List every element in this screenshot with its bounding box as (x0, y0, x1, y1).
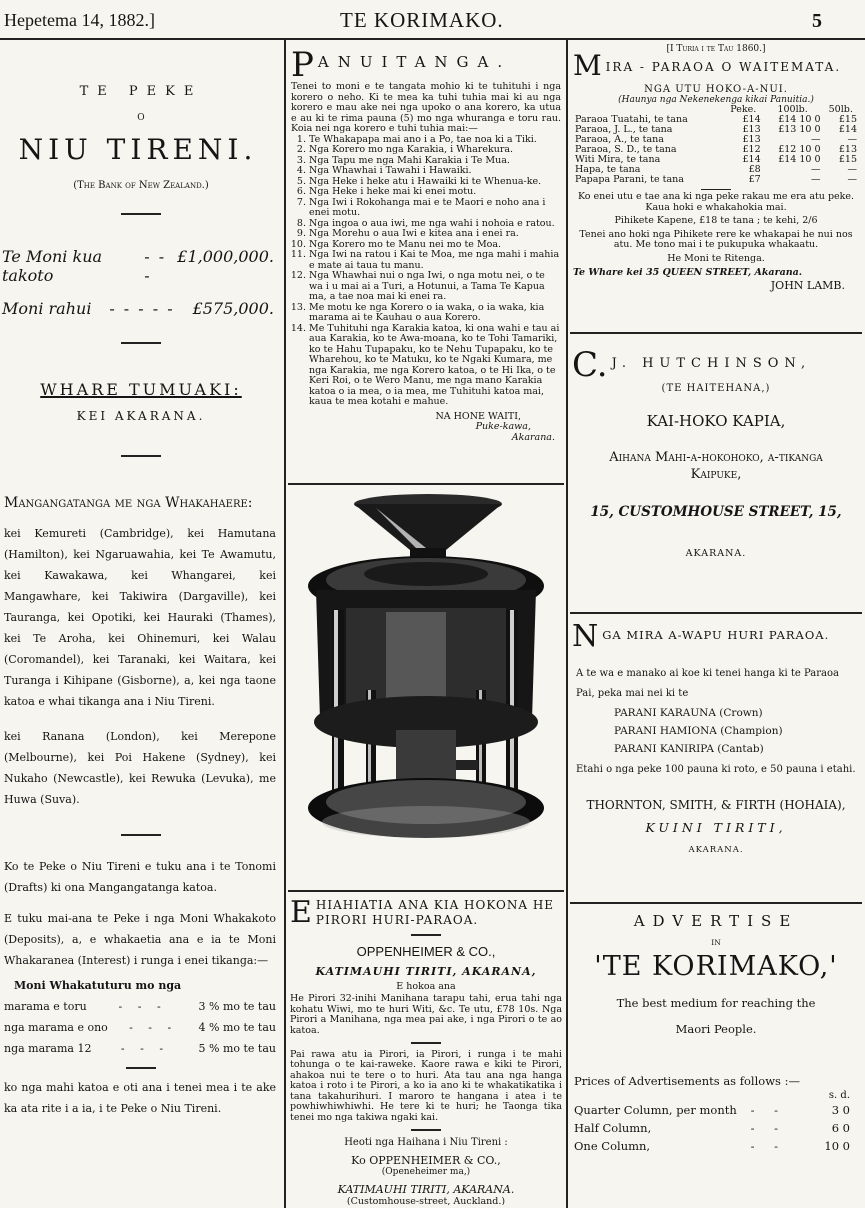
price-table (573, 105, 859, 185)
mill-street: KATIMAUHI TIRITI, AKARANA, (315, 964, 537, 978)
rate-row: nga marama 12 - - - 5 % mo te tau (4, 1038, 276, 1059)
capital-value: £1,000,000. (177, 247, 274, 266)
panuitanga-intro: Tenei to moni e te tangata mohio ki te tuhituhi i nga korero o neho. Ki te mea ka tuhi tuhia mai ki au nga korero e mau ake nei nga upoko o ana korero, ka utua e au ki te rima pauna (5) mo nga whuranga e toru rau. Koia nei nga korero e tuhi tuhia mai:— (291, 81, 561, 134)
table-cell: £13 (742, 124, 761, 135)
rates-list (0, 996, 282, 1059)
rate-price: 6 0 (831, 1121, 850, 1135)
masthead-title: TE KORIMAKO. (340, 8, 504, 32)
mill-sold: E hokoa ana (396, 980, 456, 992)
brand-list (572, 704, 860, 758)
list-item: 1. Te Whakapapa mai ano i a Po, tae noa ki a Tiki. (309, 135, 561, 146)
table-cell: £13 (838, 144, 857, 155)
drop-cap: P (291, 50, 314, 80)
table-cell: £14 (838, 124, 857, 135)
panuitanga-notice (288, 50, 564, 443)
advertise-title: ADVERTISE (633, 912, 799, 930)
brand-item: PARANI KANIRIPA (Cantab) (614, 743, 764, 755)
hutchinson-maori: (TE HAITEHANA,) (661, 383, 771, 394)
rate-term: nga marama 12 (4, 1042, 92, 1055)
list-item: 12. Nga Whawhai nui o nga Iwi, o nga motu nei, o te wa i u mai ai a Turi, a Hotunui, a Tama Te Kapua ma, a tae noa mai ki enei ra. (309, 271, 561, 303)
leader-dots: - - (750, 1121, 786, 1135)
drop-cap: C. (572, 350, 608, 385)
signature: NA HONE WAITI, (435, 410, 521, 422)
table-cell: £15 (838, 114, 857, 125)
hutchinson-city: AKARANA. (685, 548, 747, 559)
rate-label: Quarter Column, per month (574, 1103, 737, 1117)
table-cell: £14 10 0 (778, 114, 821, 125)
panuitanga-title: ANUITANGA. (317, 53, 512, 71)
table-cell: — (811, 164, 821, 175)
advertise-notice (572, 912, 860, 1155)
closing-text: ko nga mahi katoa e oti ana i tenei mea i te ake ka ata rite i a ia, i te Peke o Niu Tireni. (4, 1081, 276, 1115)
table-cell: — (847, 174, 857, 185)
mill-agent-english: (Customhouse-street, Auckland.) (346, 1195, 506, 1205)
rate-label: One Column, (574, 1139, 651, 1153)
rate-row: nga marama e ono - - - 4 % mo te tau (4, 1017, 276, 1038)
list-item: 11. Nga Iwi na ratou i Kai te Moa, me nga mahi i mahia e mate ai taua tu manu. (309, 250, 561, 271)
mill-agent-firm: Ko OPPENHEIMER & CO., (351, 1153, 501, 1167)
list-item: 2. Nga Korero mo nga Karakia, i Wharekura. (309, 145, 561, 156)
middle-column (288, 40, 564, 1205)
bank-advertisement (0, 40, 282, 1205)
panuitanga-items (291, 135, 561, 408)
capital-line: Te Moni kua takoto - - - £1,000,000. (2, 247, 274, 285)
table-cell: Hapa, te tana (575, 164, 641, 175)
rate-value: 5 % mo te tau (198, 1042, 276, 1055)
mill-agent-maori: (Openeheimer ma,) (381, 1166, 471, 1177)
table-cell: Paraoa Tuatahi, te tana (575, 114, 688, 125)
hutchinson-advertisement (572, 350, 860, 559)
section-rule (570, 612, 862, 614)
table-cell: Witi Mira, te tana (575, 154, 661, 165)
table-cell: Paraoa, J. L., te tana (575, 124, 673, 135)
table-cell: £8 (748, 164, 761, 175)
list-item: 6. Nga Heke i heke mai ki enei motu. (309, 187, 561, 198)
waitemata-note-3: Tenei ano hoki nga Pihikete rere ke whakapai he nui nos atu. Me tono mai i te pukupuka whakaatu. (579, 228, 853, 250)
divider (411, 1042, 441, 1044)
brand-item: PARANI KARAUNA (Crown) (614, 707, 763, 719)
rate-price: 3 0 (831, 1103, 850, 1117)
waitemata-owner: JOHN LAMB. (770, 278, 845, 292)
column-header: 50lb. (828, 104, 853, 115)
table-cell: £13 10 0 (778, 124, 821, 135)
waitemata-subtitle-2: (Haunya nga Nekenekenga kikai Panuitia.) (618, 95, 814, 105)
mill-agent-street: KATIMAUHI TIRITI, AKARANA. (337, 1182, 515, 1196)
table-cell: £7 (748, 174, 761, 185)
capital-label: Te Moni kua takoto (2, 247, 103, 285)
rate-value: 4 % mo te tau (198, 1021, 276, 1034)
waitemata-title: IRA - PARAOA O WAITEMATA. (605, 60, 842, 74)
list-item: 8. Nga ingoa o aua iwi, me nga wahi i nohoia e ratou. (309, 219, 561, 230)
place-2: Akarana. (511, 431, 555, 443)
waitemata-subtitle: NGA UTU HOKO-A-NUI. (644, 84, 788, 95)
section-rule (570, 332, 862, 334)
table-cell: Papapa Parani, te tana (575, 174, 684, 185)
hutchinson-role: KAI-HOKO KAPIA, (646, 412, 786, 430)
branches-abroad: kei Ranana (London), kei Merepone (Melbourne), kei Poi Hakene (Sydney), kei Nukaho (Newcastle), kei Rewuka (Levuka), me Huwa (Suva). (4, 730, 276, 806)
bank-name: NIU TIRENI. (18, 133, 258, 166)
divider (121, 342, 161, 344)
issue-date: Hepetema 14, 1882.] (4, 10, 155, 30)
advertise-in: IN (711, 938, 721, 947)
bank-heading-o: O (137, 113, 145, 123)
reserve-label: Moni rahui (2, 299, 92, 318)
mill-headline: HIAHIATIA ANA KIA HOKONA HE PIRORI HURI-PARAOA. (315, 898, 555, 927)
list-item: 3. Nga Tapu me nga Mahi Karakia i Te Mua. (309, 156, 561, 167)
branches-nz: kei Kemureti (Cambridge), kei Hamutana (Hamilton), kei Ngaruawahia, kei Te Awamutu, kei Kawakawa, kei Whangarei, kei Mangawhare, kei Takiwira (Dargaville), kei Tauranga, kei Opotiki, kei Hauraki (Thames), kei Te Aroha, kei Ohinemuri, kei Walau (Coromandel), kei Taranaki, kei Waitara, kei Turanga i Kihipane (Gisborne), a, kei nga taone katoa e whai tikanga ana i Niu Tireni. (4, 527, 276, 708)
flour-mill-illustration (306, 490, 546, 890)
mill-agents: Heoti nga Haihana i Niu Tireni : (344, 1136, 508, 1148)
divider (411, 934, 441, 936)
advertise-paper: 'TE KORIMAKO,' (594, 951, 838, 982)
rate-term: nga marama e ono (4, 1021, 108, 1034)
drop-cap: N (572, 624, 599, 650)
rate-row (572, 1137, 860, 1155)
rate-term: marama e toru (4, 1000, 87, 1013)
hutchinson-line-2: Kaipuke, (690, 467, 742, 482)
head-office-place: KEI AKARANA. (76, 409, 206, 423)
divider (701, 189, 731, 190)
table-cell: — (847, 164, 857, 175)
column-header: 100lb. (777, 104, 808, 115)
right-column (570, 40, 862, 1205)
leader-dots: - - (750, 1103, 786, 1117)
mira-awapu-city: AKARANA. (688, 845, 744, 855)
hutchinson-name: J. HUTCHINSON, (611, 356, 812, 371)
currency-header: s. d. (828, 1090, 850, 1101)
advertise-tagline-2: Maori People. (675, 1022, 757, 1036)
rate-row (572, 1101, 860, 1119)
table-cell: £15 (838, 154, 857, 165)
mira-awapu-title: GA MIRA A-WAPU HURI PARAOA. (602, 628, 830, 642)
reserve-line: Moni rahui - - - - - £575,000. (2, 299, 274, 318)
bank-english-name: (The Bank of New Zealand.) (73, 180, 209, 191)
deposits-text: E tuku mai-ana te Peke i nga Moni Whakakoto (Deposits), a, e whakaetia ana e ia te Moni Whakaranea (Interest) i runga i enei tikanga:— (4, 912, 276, 967)
table-cell: £14 (742, 114, 761, 125)
table-cell: £14 10 0 (778, 154, 821, 165)
hutchinson-line-1: Aihana Mahi-a-hokohoko, a-tikanga (609, 450, 823, 465)
section-rule (288, 890, 564, 892)
divider (121, 834, 161, 836)
table-cell: — (811, 134, 821, 145)
column-header: Peke. (730, 104, 757, 115)
waitemata-note-2: Pihikete Kapene, £18 te tana ; te kehi, 2/6 (614, 215, 818, 226)
list-item: 7. Nga Iwi i Rokohanga mai e te Maori e noho ana i enei motu. (309, 198, 561, 219)
reserve-value: £575,000. (192, 299, 274, 318)
table-cell: Paraoa, S. D., te tana (575, 144, 677, 155)
list-item: 13. Me motu ke nga Korero o ia waka, o ia waka, kia marama ai te Kauhau o aua Korero. (309, 303, 561, 324)
mill-firm: OPPENHEIMER & CO., (356, 943, 496, 959)
mira-awapu-advertisement (572, 624, 860, 855)
list-item: 10. Nga Korero mo te Manu nei mo te Moa. (309, 240, 561, 251)
mira-awapu-note: Etahi o nga peke 100 pauna ki roto, e 50 pauna i etahi. (576, 764, 856, 775)
mill-advertisement (290, 898, 562, 1205)
hutchinson-address: 15, CUSTOMHOUSE STREET, 15, (590, 504, 842, 520)
page-number: 5 (812, 10, 822, 32)
waitemata-established: [I Turia i te Tau 1860.] (666, 44, 766, 54)
brand-item: PARANI HAMIONA (Champion) (614, 725, 783, 737)
drop-cap: E (290, 898, 312, 928)
table-cell: £12 (742, 144, 761, 155)
divider (121, 455, 161, 457)
leader-dots: - - (750, 1139, 786, 1153)
mira-awapu-intro: A te wa e manako ai koe ki tenei hanga ki te Paraoa Pai, peka mai nei ki te (576, 668, 839, 699)
rate-label: Half Column, (574, 1121, 652, 1135)
divider (121, 213, 161, 215)
divider (126, 1067, 156, 1069)
table-cell: — (847, 134, 857, 145)
section-rule (288, 483, 564, 485)
place-1: Puke-kawa, (475, 421, 531, 432)
column-rule (284, 40, 286, 1208)
rate-row (572, 1119, 860, 1137)
waitemata-note-4: He Moni te Ritenga. (667, 252, 765, 264)
bank-heading-top: TE PEKE (79, 84, 203, 99)
fixed-deposit-label: Moni Whakatuturu mo nga (14, 979, 182, 992)
mira-awapu-street: KUINI TIRITI, (645, 820, 787, 835)
advertising-rates (572, 1101, 860, 1155)
mill-description: He Pirori 32-inihi Manihana tarapu tahi, erua tahi nga kohatu Wiwi, mo te huri Witi, &c. Te utu, £78 10s. Nga Pirori a Manihana, nga mea pai ake, i nga Pirori o te ao katoa. (290, 993, 562, 1036)
section-rule (570, 902, 862, 904)
column-rule (566, 40, 568, 1208)
branches-title: Mangangatanga me nga Whakahaere: (4, 495, 253, 511)
waitemata-advertisement (570, 44, 862, 292)
list-item: 4. Nga Whawhai i Tawahi i Hawaiki. (309, 166, 561, 177)
table-cell: Paraoa, A., te tana (575, 134, 664, 145)
divider (411, 1129, 441, 1131)
list-item: 5. Nga Heke i heke atu i Hawaiki ki te Whenua-ke. (309, 177, 561, 188)
table-row (573, 175, 859, 185)
table-cell: — (811, 174, 821, 185)
mira-awapu-firm: THORNTON, SMITH, & FIRTH (HOHAIA), (586, 798, 846, 812)
table-cell: £14 (742, 154, 761, 165)
table-cell: £12 10 0 (778, 144, 821, 155)
table-cell: £13 (742, 134, 761, 145)
list-item: 9. Nga Morehu o aua Iwi e kitea ana i enei ra. (309, 229, 561, 240)
mill-note: Pai rawa atu ia Pirori, ia Pirori, i runga i te mahi tohunga o te kai-raweke. Kaore rawa e kiki te Pirori, ahakoa nui te tere o to huri. Ata tau ana nga hanga katoa i roto i te Pirori, a ko ia ano ki te whakatikatika i tana takahurihuri. I maroro te hangana i atea i te powhiwhiwhiwhi. He tere ki te huri; he Taonga tika tenei mo nga takiwa ngaki kai. (290, 1048, 562, 1123)
head-office-title: WHARE TUMUAKI: (40, 380, 242, 399)
rate-price: 10 0 (824, 1139, 850, 1153)
rate-value: 3 % mo te tau (198, 1000, 276, 1013)
waitemata-note-1: Ko enei utu e tae ana ki nga peke rakau me era atu peke. Kaua hoki e whakahokia mai. (577, 191, 855, 213)
prices-title: Prices of Advertisements as follows :— (574, 1074, 800, 1088)
list-item: 14. Me Tuhituhi nga Karakia katoa, ki ona wahi e tau ai aua Karakia, ko te Awa-moana, ko te Tohi Tamariki, ko te Hahu Tupapaku, ko te Nehu Tupapaku, ko te Wharehou, ko te Matuku, ko te Ngaki Kumara, me nga Karakia, me nga Korero katoa, o te Hi Ika, o te Keri Roi, o te Wero Manu, me nga mano Karakia katoa o ia mea, o ia mea, me Tuhituhi katoa mai, kaua te mea kotahi e mahue. (309, 324, 561, 408)
drop-cap: M (573, 54, 602, 78)
rate-row: marama e toru - - - 3 % mo te tau (4, 996, 276, 1017)
drafts-text: Ko te Peke o Niu Tireni e tuku ana i te Tonomi (Drafts) ki ona Mangangatanga katoa. (4, 860, 276, 894)
waitemata-address: Te Whare kei 35 QUEEN STREET, Akarana. (573, 267, 803, 278)
advertise-tagline-1: The best medium for reaching the (616, 996, 816, 1010)
